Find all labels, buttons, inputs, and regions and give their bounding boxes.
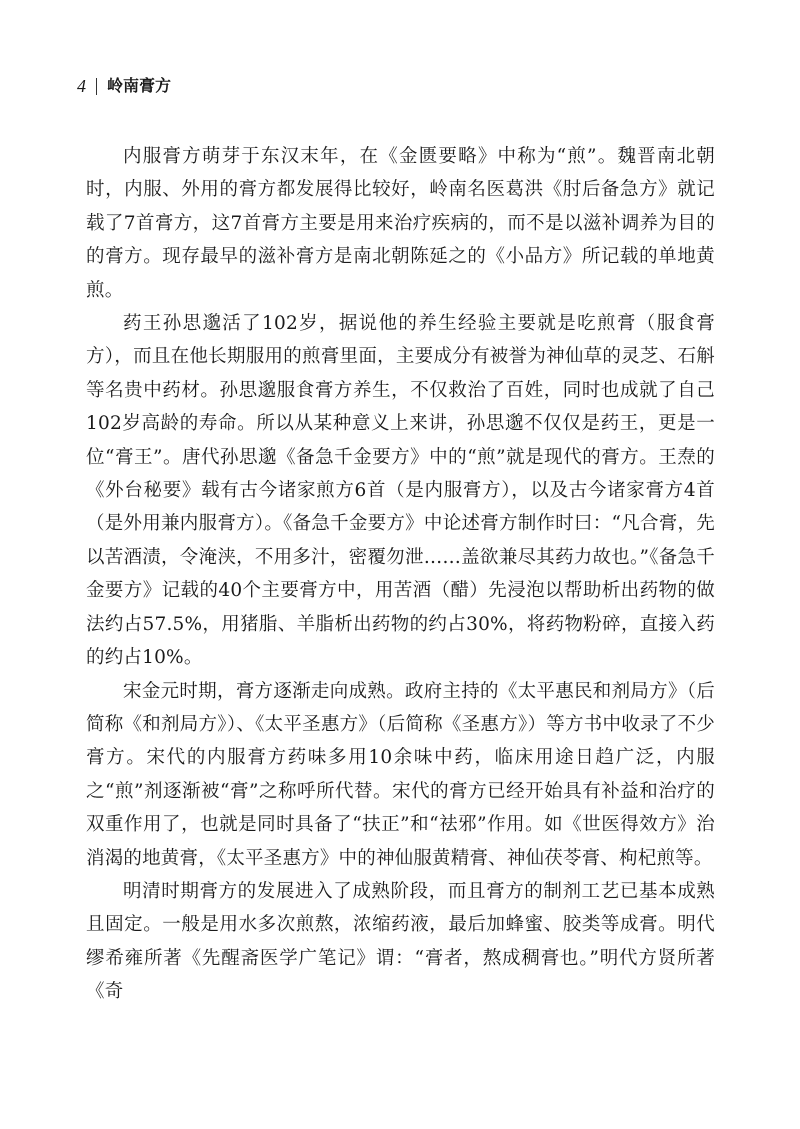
paragraph: 宋金元时期，膏方逐渐走向成熟。政府主持的《太平惠民和剂局方》（后简称《和剂局方》）、《太平圣惠方》（后简称《圣惠方》）等方书中收录了不少膏方。宋代的内服膏方药味多用10余味中药，临床用途日趋广泛，内服之“煎”剂逐渐被“膏”之称呼所代替。宋代的膏方已经开始具有补益和治疗的双重作用了，也就是同时具备了“扶正”和“祛邪”作用。如《世医得效方》治消渴的地黄膏，《太平圣惠方》中的神仙服黄精膏、神仙茯苓膏、枸杞煎等。	[86, 680, 715, 869]
header-divider	[96, 78, 97, 95]
page-number: 4	[77, 76, 86, 96]
body-text	[86, 140, 715, 1009]
paragraph: 明清时期膏方的发展进入了成熟阶段，而且膏方的制剂工艺已基本成熟且固定。一般是用水多次煎熬，浓缩药液，最后加蜂蜜、胶类等成膏。明代缪希雍所著《先醒斋医学广笔记》谓：“膏者，熬成稠膏也。”明代方贤所著《奇	[86, 880, 715, 1003]
paragraph: 药王孙思邈活了102岁，据说他的养生经验主要就是吃煎膏（服食膏方），而且在他长期服用的煎膏里面，主要成分有被誉为神仙草的灵芝、石斛等名贵中药材。孙思邈服食膏方养生，不仅救治了百姓，同时也成就了自己102岁高龄的寿命。所以从某种意义上来讲，孙思邈不仅仅是药王，更是一位“膏王”。唐代孙思邈《备急千金要方》中的“煎”就是现代的膏方。王焘的《外台秘要》载有古今诸家煎方6首（是内服膏方），以及古今诸家膏方4首（是外用兼内服膏方）。《备急千金要方》中论述膏方制作时曰：“凡合膏，先以苦酒渍，令淹浃，不用多汁，密覆勿泄……盖欲兼尽其药力故也。”《备急千金要方》记载的40个主要膏方中，用苦酒（醋）先浸泡以帮助析出药物的做法约占57.5%，用猪脂、羊脂析出药物的约占30%，将药物粉碎，直接入药的约占10%。	[86, 313, 715, 669]
running-head	[77, 74, 171, 98]
paragraph: 内服膏方萌芽于东汉末年，在《金匮要略》中称为“煎”。魏晋南北朝时，内服、外用的膏方都发展得比较好，岭南名医葛洪《肘后备急方》就记载了7首膏方，这7首膏方主要是用来治疗疾病的，而不是以滋补调养为目的的膏方。现存最早的滋补膏方是南北朝陈延之的《小品方》所记载的单地黄煎。	[86, 146, 715, 301]
book-title: 岭南膏方	[107, 76, 172, 95]
